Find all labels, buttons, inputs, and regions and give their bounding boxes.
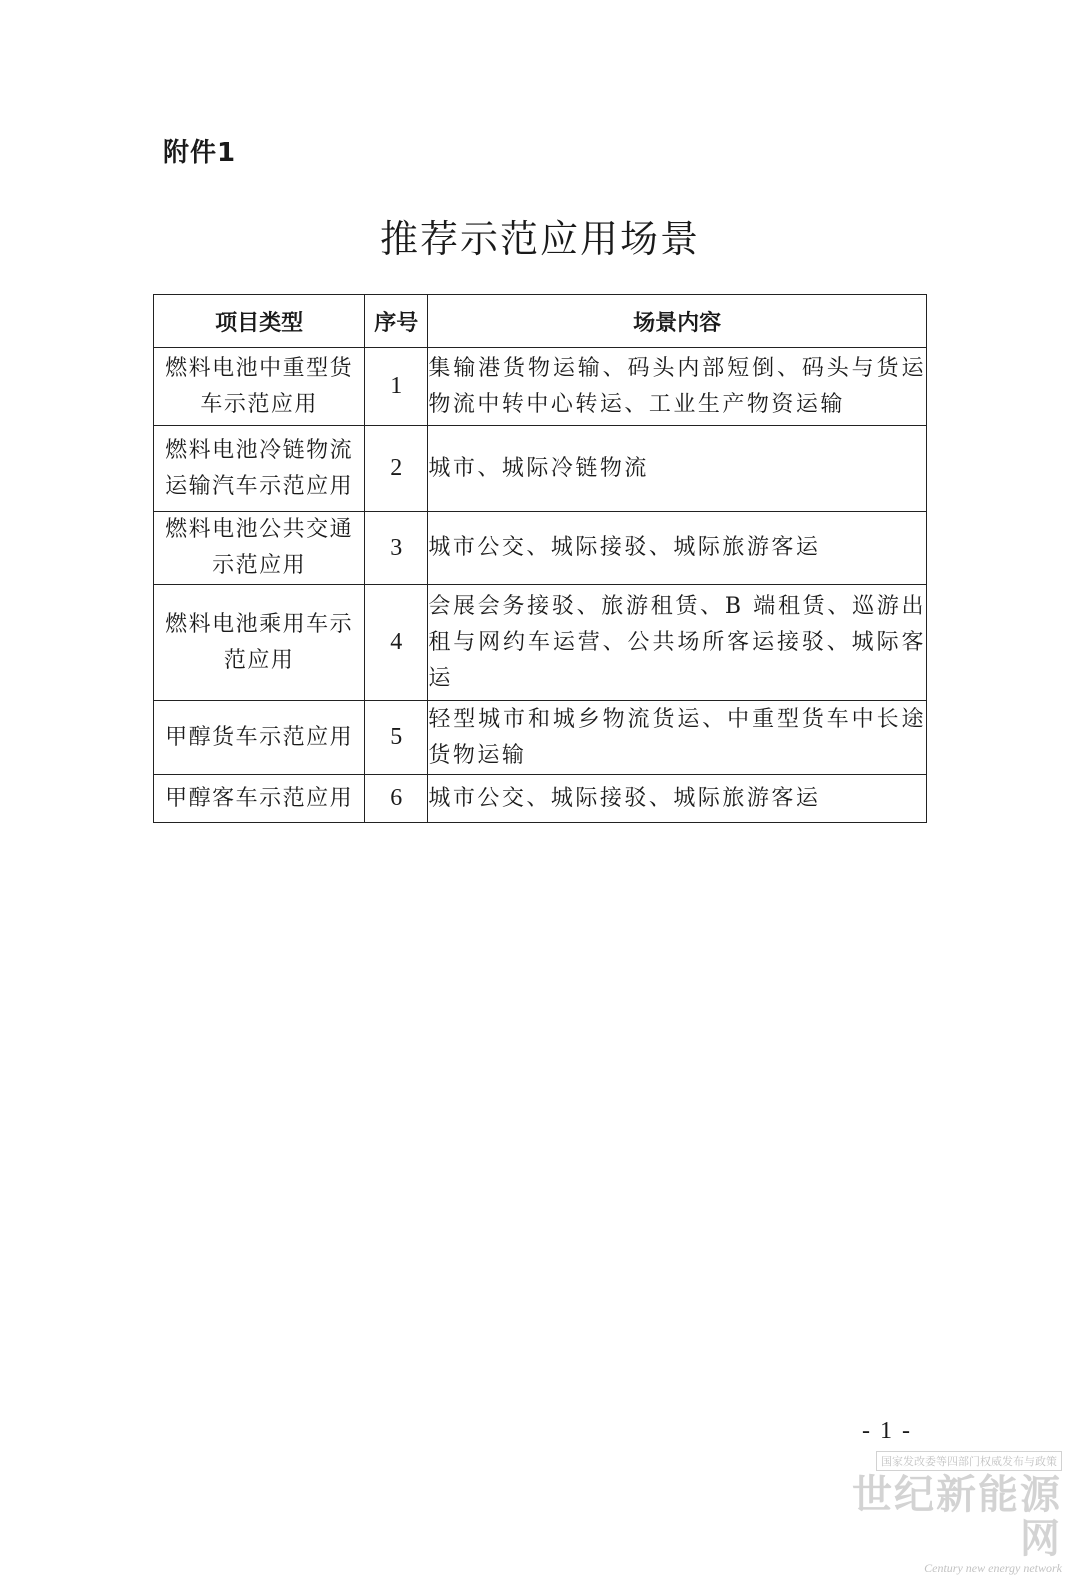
page-number: - 1 - (862, 1418, 912, 1444)
header-serial-number: 序号 (365, 295, 428, 348)
table-row (154, 701, 927, 775)
table-row (154, 585, 927, 701)
table-row (154, 775, 927, 823)
watermark-logo-text: 世纪新能源网 (852, 1471, 1062, 1562)
row-scene-content: 集输港货物运输、码头内部短倒、码头与货运物流中转中心转运、工业生产物资运输 (428, 348, 927, 426)
watermark-subtitle: Century new energy network (924, 1561, 1062, 1575)
row-serial-number: 3 (365, 512, 428, 585)
header-scene-content: 场景内容 (428, 295, 927, 348)
row-project-type: 甲醇货车示范应用 (154, 701, 365, 775)
row-scene-content: 城市、城际冷链物流 (428, 426, 927, 512)
row-project-type: 燃料电池乘用车示范应用 (154, 585, 365, 701)
row-project-type: 甲醇客车示范应用 (154, 775, 365, 823)
row-project-type: 燃料电池中重型货车示范应用 (154, 348, 365, 426)
row-scene-content: 城市公交、城际接驳、城际旅游客运 (428, 512, 927, 585)
document-title: 推荐示范应用场景 (379, 217, 700, 261)
row-serial-number: 2 (365, 426, 428, 512)
table-row (154, 512, 927, 585)
row-serial-number: 1 (365, 348, 428, 426)
watermark (830, 1450, 1062, 1576)
table-row (154, 426, 927, 512)
row-scene-content: 会展会务接驳、旅游租赁、B 端租赁、巡游出租与网约车运营、公共场所客运接驳、城际客运 (428, 585, 927, 701)
row-scene-content: 轻型城市和城乡物流货运、中重型货车中长途货物运输 (428, 701, 927, 775)
table-header-row (154, 295, 927, 348)
table-row (154, 348, 927, 426)
attachment-label: 附件1 (163, 138, 237, 168)
row-serial-number: 4 (365, 585, 428, 701)
row-scene-content: 城市公交、城际接驳、城际旅游客运 (428, 775, 927, 823)
row-serial-number: 5 (365, 701, 428, 775)
row-project-type: 燃料电池冷链物流运输汽车示范应用 (154, 426, 365, 512)
row-serial-number: 6 (365, 775, 428, 823)
watermark-tagline: 国家发改委等四部门权威发布与政策 (876, 1451, 1062, 1471)
row-project-type: 燃料电池公共交通示范应用 (154, 512, 365, 585)
scenes-table (153, 294, 927, 823)
header-project-type: 项目类型 (154, 295, 365, 348)
